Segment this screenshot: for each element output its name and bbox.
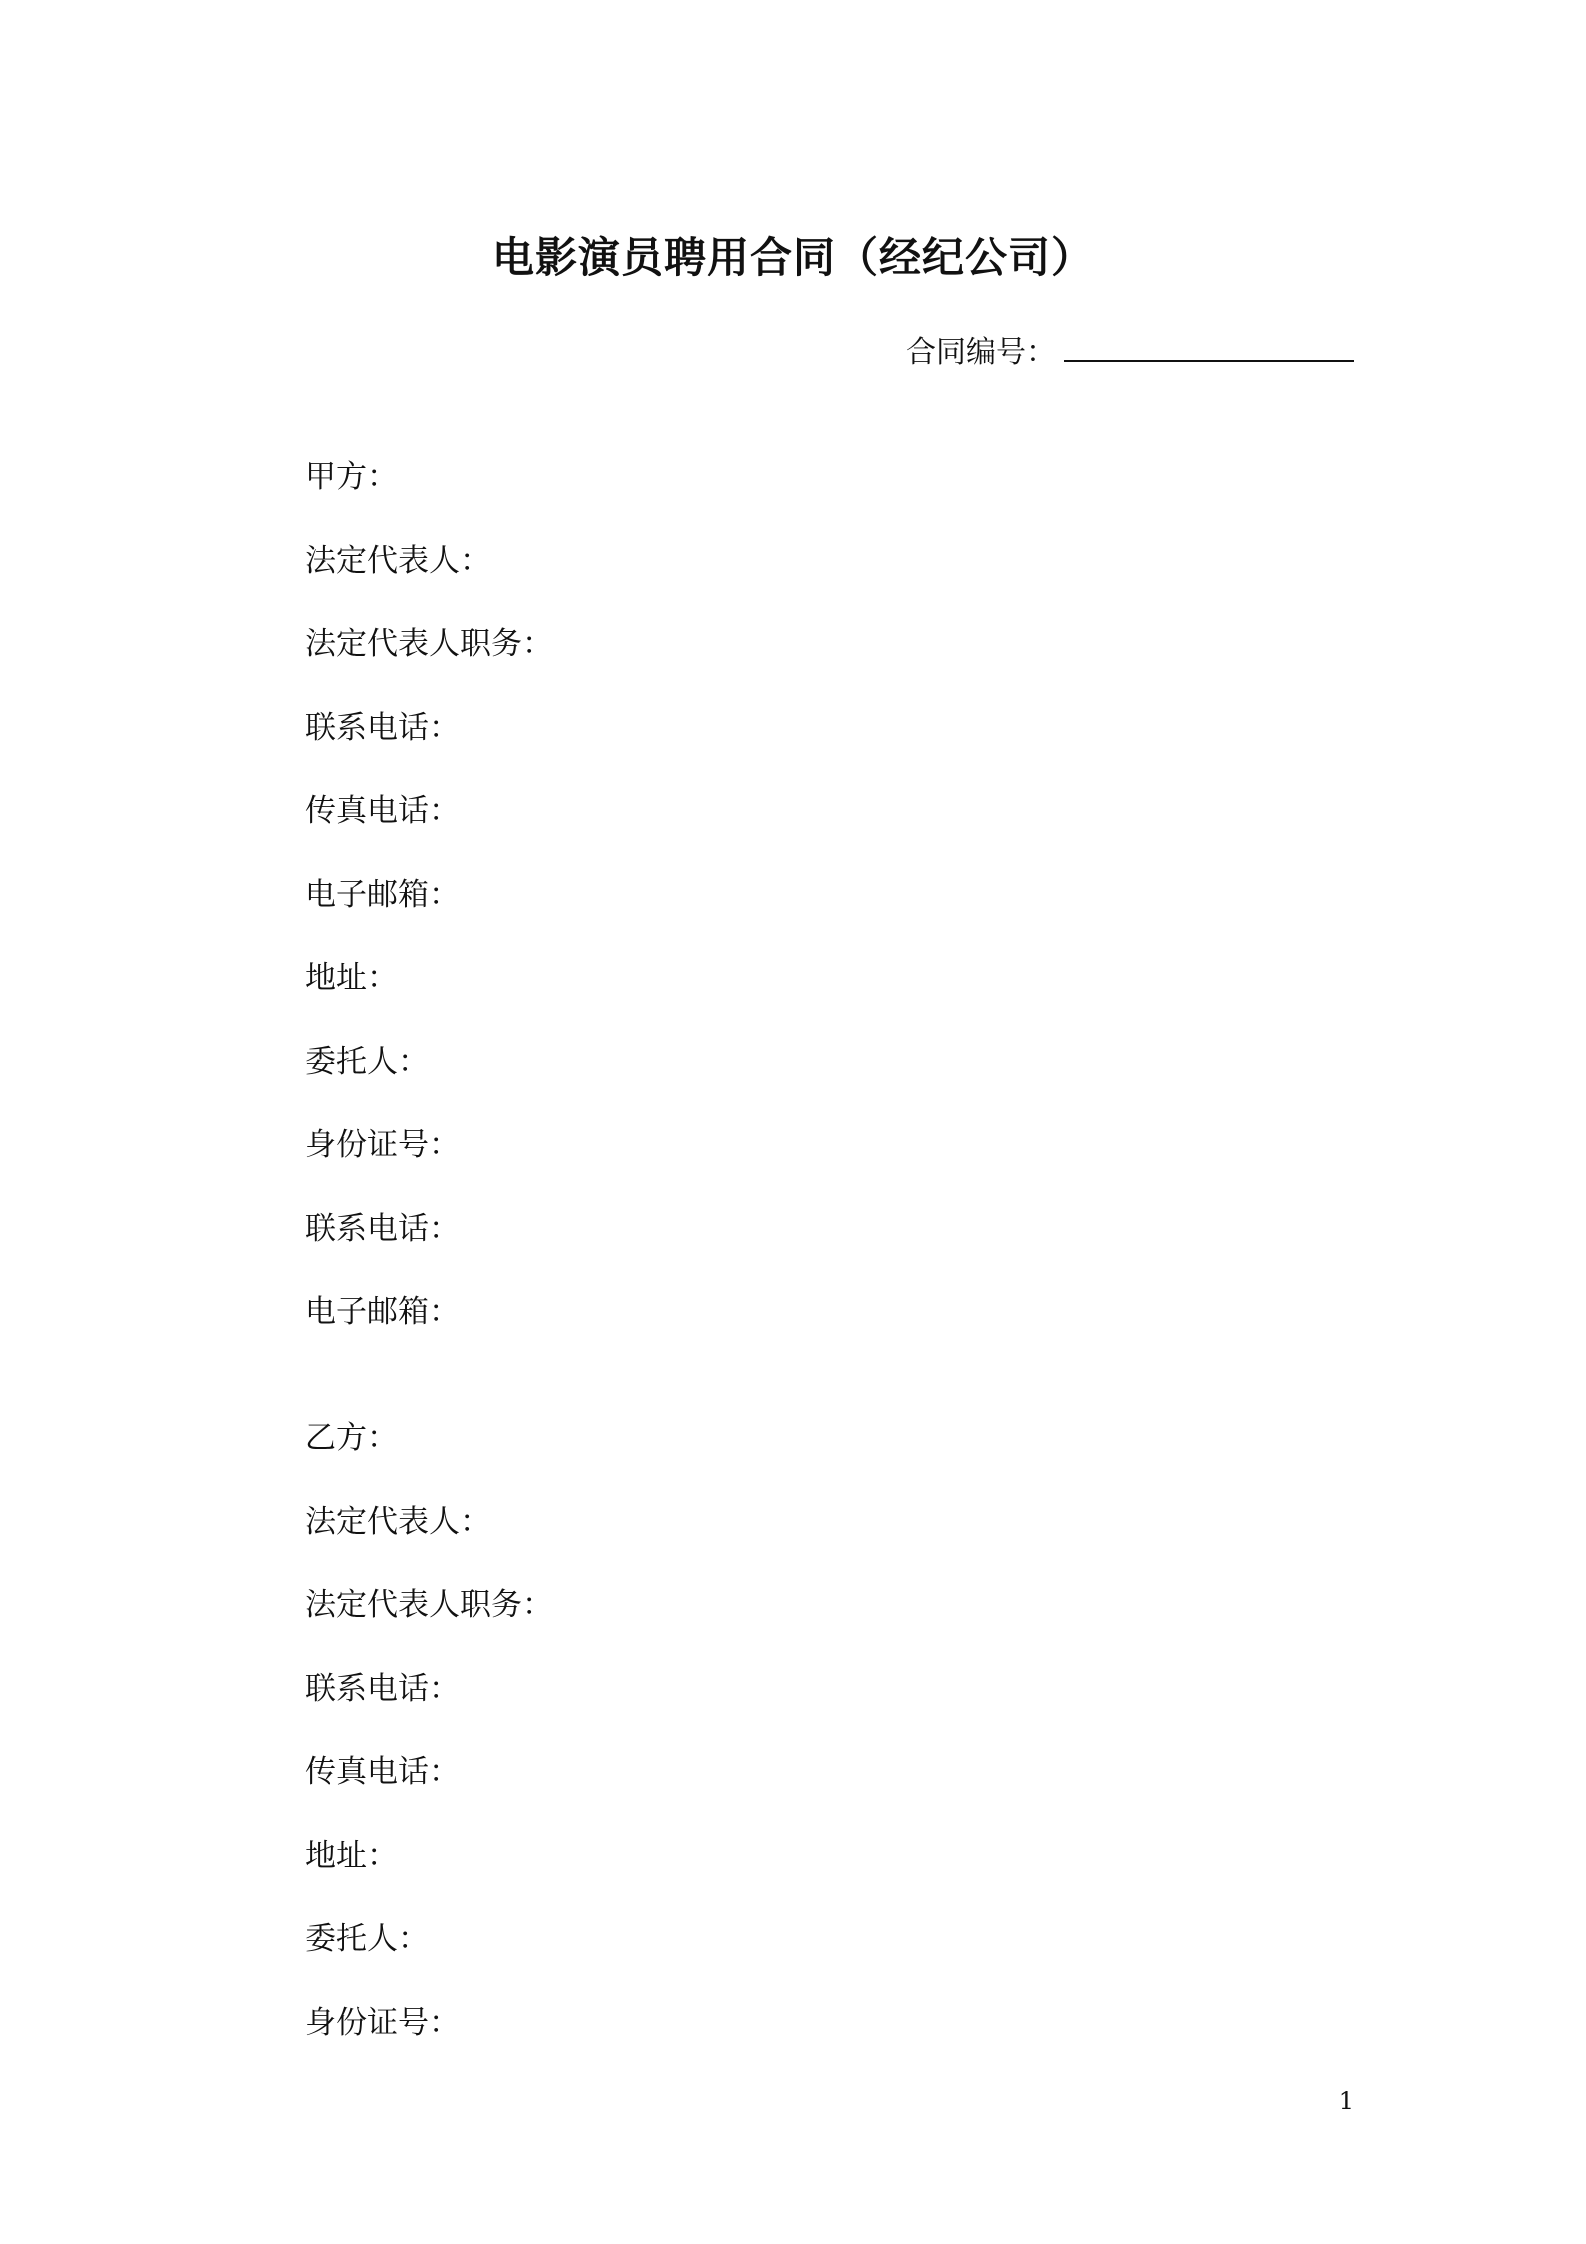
party-a-address-field: 地址： [305, 960, 398, 996]
party-b-legal-rep-field: 法定代表人： [305, 1503, 491, 1540]
party-b-agent-id-field: 身份证号： [305, 2004, 460, 2041]
party-a-agent-id-field: 身份证号： [305, 1127, 460, 1163]
party-a-agent-email-field: 电子邮箱： [305, 1294, 460, 1330]
party-b-fax-field: 传真电话： [305, 1754, 460, 1790]
party-a-agent-field: 委托人： [305, 1043, 429, 1080]
party-a-legal-rep-field: 法定代表人： [305, 542, 491, 579]
page-number: 1 [1338, 2087, 1354, 2115]
party-b-name-field: 乙方： [305, 1420, 398, 1456]
party-a-email-field: 电子邮箱： [305, 876, 460, 913]
party-a-section [305, 455, 1305, 1374]
document-title: 电影演员聘用合同（经纪公司） [491, 233, 1094, 282]
party-b-address-field: 地址： [305, 1837, 398, 1874]
party-a-fax-field: 传真电话： [305, 793, 460, 829]
party-a-legal-rep-title-field: 法定代表人职务： [305, 626, 553, 662]
party-b-section [305, 1416, 1305, 2084]
party-a-agent-phone-field: 联系电话： [305, 1210, 460, 1247]
contract-number-blank[interactable] [1064, 330, 1354, 362]
party-a-phone-field: 联系电话： [305, 709, 460, 746]
party-b-agent-field: 委托人： [305, 1921, 429, 1957]
contract-number-label: 合同编号： [906, 335, 1056, 370]
contract-number-line [906, 330, 1354, 375]
party-a-name-field: 甲方： [305, 459, 398, 495]
party-b-phone-field: 联系电话： [305, 1670, 460, 1707]
party-b-legal-rep-title-field: 法定代表人职务： [305, 1587, 553, 1623]
